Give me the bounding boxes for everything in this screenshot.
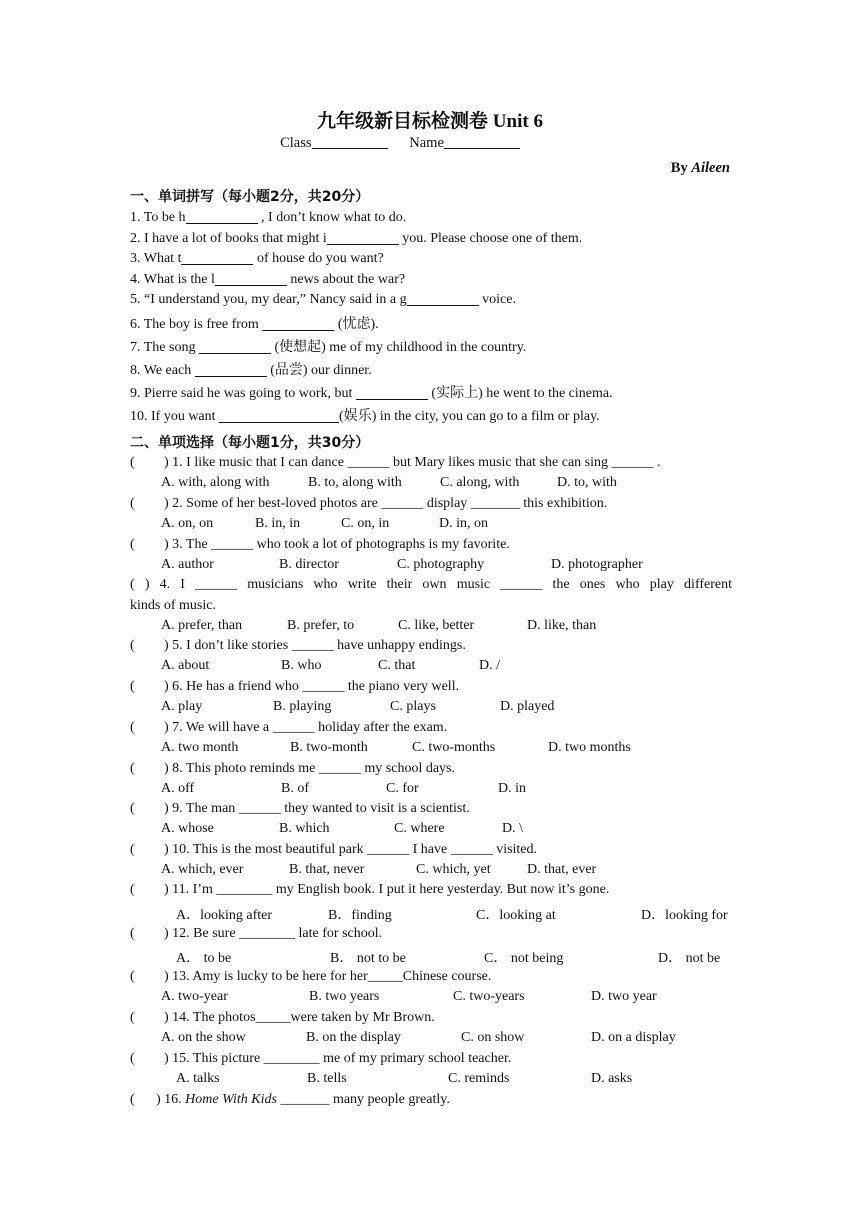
answer-paren[interactable]: ( (130, 638, 135, 653)
option-c[interactable]: C. like, better (398, 618, 475, 633)
option-b[interactable]: B. playing (273, 699, 332, 714)
option-b[interactable]: B. who (281, 658, 322, 673)
spelling-item-4: 4. What is the l news about the war? (130, 272, 406, 287)
answer-paren[interactable]: ( (130, 720, 135, 735)
option-d[interactable]: D. in (498, 781, 526, 796)
spelling-item-9: 9. Pierre said he was going to work, but (实际上) he went to the cinema. (130, 386, 613, 401)
option-c[interactable]: C. on, in (341, 516, 390, 531)
answer-paren[interactable]: ( (130, 801, 135, 816)
question-7: ( ) 7. We will have a ______ holiday after the exam. (130, 720, 448, 735)
option-d[interactable]: D. / (479, 658, 500, 673)
answer-blank[interactable] (219, 408, 339, 423)
option-d[interactable]: D． not be (658, 951, 721, 966)
option-b[interactable]: B. in, in (255, 516, 301, 531)
option-d[interactable]: D. on a display (591, 1030, 676, 1045)
option-a[interactable]: A. play (161, 699, 203, 714)
answer-paren[interactable]: ( (130, 761, 135, 776)
question-10: ( ) 10. This is the most beautiful park ______ I have ______ visited. (130, 842, 538, 857)
name-blank[interactable] (444, 134, 520, 149)
option-a[interactable]: A. talks (176, 1071, 220, 1086)
question-15: ( ) 15. This picture ________ me of my primary school teacher. (130, 1051, 512, 1066)
option-d[interactable]: D．looking for (641, 908, 728, 923)
option-c[interactable]: C. reminds (448, 1071, 510, 1086)
option-d[interactable]: D. played (500, 699, 555, 714)
option-b[interactable]: B. two years (309, 989, 380, 1004)
author-name: Aileen (691, 160, 730, 176)
answer-blank[interactable] (215, 271, 287, 286)
option-c[interactable]: C．looking at (476, 908, 556, 923)
class-name-line (0, 134, 800, 152)
class-label: Class (280, 135, 312, 151)
spelling-item-1: 1. To be h , I don’t know what to do. (130, 210, 407, 225)
answer-blank[interactable] (407, 291, 479, 306)
option-a[interactable]: A． to be (176, 951, 232, 966)
option-c[interactable]: C. that (378, 658, 416, 673)
option-b[interactable]: B. director (279, 557, 339, 572)
question-2: ( ) 2. Some of her best-loved photos are ______ display _______ this exhibition. (130, 496, 608, 511)
option-d[interactable]: D. two months (548, 740, 631, 755)
question-4: ( ) 4. I ______ musicians who write their own music ______ the ones who play different (130, 577, 732, 592)
answer-paren[interactable]: ( (130, 969, 135, 984)
option-a[interactable]: A. prefer, than (161, 618, 243, 633)
option-d[interactable]: D. two year (591, 989, 657, 1004)
answer-paren[interactable]: ( (130, 926, 135, 941)
question-4-cont: kinds of music. (130, 598, 216, 613)
question-3: ( ) 3. The ______ who took a lot of photographs is my favorite. (130, 537, 510, 552)
by-label: By (670, 160, 688, 176)
option-d[interactable]: D. asks (591, 1071, 633, 1086)
question-14: ( ) 14. The photos_____were taken by Mr Brown. (130, 1010, 435, 1025)
spelling-item-2: 2. I have a lot of books that might i you. Please choose one of them. (130, 231, 583, 246)
option-c[interactable]: C. plays (390, 699, 436, 714)
section2-heading: 二、单项选择（每小题1分，共30分） (130, 435, 370, 451)
answer-blank[interactable] (262, 316, 334, 331)
option-a[interactable]: A．looking after (176, 908, 273, 923)
option-d[interactable]: D. that, ever (527, 862, 597, 877)
option-a[interactable]: A. about (161, 658, 210, 673)
answer-paren[interactable]: ( (130, 496, 135, 511)
answer-paren[interactable]: ( (130, 679, 135, 694)
spelling-item-8: 8. We each (品尝) our dinner. (130, 363, 372, 378)
answer-blank[interactable] (327, 230, 399, 245)
answer-blank[interactable] (195, 362, 267, 377)
page-title: 九年级新目标检测卷 Unit 6 (317, 111, 543, 132)
spelling-item-6: 6. The boy is free from (忧虑). (130, 317, 379, 332)
option-c[interactable]: C. for (386, 781, 419, 796)
question-1: ( ) 1. I like music that I can dance ______ but Mary likes music that she can sing ______ . (130, 455, 661, 470)
author-line (671, 160, 730, 177)
option-d[interactable]: D. photographer (551, 557, 643, 572)
option-d[interactable]: D. like, than (527, 618, 597, 633)
spelling-item-10: 10. If you want (娱乐) in the city, you can go to a film or play. (130, 409, 600, 424)
answer-blank[interactable] (181, 250, 253, 265)
option-a[interactable]: A. two month (161, 740, 239, 755)
question-8: ( ) 8. This photo reminds me ______ my school days. (130, 761, 455, 776)
option-c[interactable]: C. two-years (453, 989, 525, 1004)
answer-paren[interactable]: ( (130, 842, 135, 857)
option-a[interactable]: A. two-year (161, 989, 228, 1004)
answer-paren[interactable]: ( (130, 1051, 135, 1066)
option-d[interactable]: D. in, on (439, 516, 488, 531)
class-blank[interactable] (312, 134, 388, 149)
answer-paren[interactable]: ( (130, 455, 135, 470)
option-b[interactable]: B. which (279, 821, 330, 836)
option-b[interactable]: B. to, along with (308, 475, 402, 490)
option-c[interactable]: C. which, yet (416, 862, 491, 877)
option-b[interactable]: B. of (281, 781, 309, 796)
option-c[interactable]: C. where (394, 821, 445, 836)
option-a[interactable]: A. on the show (161, 1030, 246, 1045)
option-b[interactable]: B. on the display (306, 1030, 401, 1045)
question-9: ( ) 9. The man ______ they wanted to visit is a scientist. (130, 801, 470, 816)
spelling-item-5: 5. “I understand you, my dear,” Nancy said in a g voice. (130, 292, 516, 307)
name-label: Name (409, 135, 444, 151)
spelling-item-3: 3. What t of house do you want? (130, 251, 384, 266)
question-11: ( ) 11. I’m ________ my English book. I put it here yesterday. But now it’s gone. (130, 882, 610, 897)
option-b[interactable]: B. tells (307, 1071, 347, 1086)
spelling-item-7: 7. The song (使想起) me of my childhood in the country. (130, 340, 527, 355)
option-c[interactable]: C. two-months (412, 740, 496, 755)
option-a[interactable]: A. which, ever (161, 862, 244, 877)
option-a[interactable]: A. off (161, 781, 195, 796)
option-c[interactable]: C. along, with (440, 475, 520, 490)
question-13: ( ) 13. Amy is lucky to be here for her_____Chinese course. (130, 969, 492, 984)
option-b[interactable]: B. prefer, to (287, 618, 355, 633)
question-5: ( ) 5. I don’t like stories ______ have unhappy endings. (130, 638, 466, 653)
option-d[interactable]: D. \ (502, 821, 523, 836)
answer-paren[interactable]: ( (130, 1010, 135, 1025)
answer-paren[interactable]: ( (130, 537, 135, 552)
option-c[interactable]: C. photography (397, 557, 485, 572)
option-a[interactable]: A. with, along with (161, 475, 270, 490)
option-b[interactable]: B．finding (328, 908, 392, 923)
answer-blank[interactable] (186, 209, 258, 224)
option-b[interactable]: B. that, never (289, 862, 365, 877)
option-a[interactable]: A. author (161, 557, 214, 572)
option-a[interactable]: A. whose (161, 821, 214, 836)
answer-paren[interactable]: ( (130, 1092, 135, 1107)
option-d[interactable]: D. to, with (557, 475, 617, 490)
option-b[interactable]: B． not to be (330, 951, 406, 966)
answer-blank[interactable] (356, 385, 428, 400)
question-12: ( ) 12. Be sure ________ late for school. (130, 926, 383, 941)
section1-heading: 一、单词拼写（每小题2分，共20分） (130, 189, 370, 205)
answer-blank[interactable] (199, 339, 271, 354)
option-c[interactable]: C. on show (461, 1030, 525, 1045)
option-b[interactable]: B. two-month (290, 740, 368, 755)
question-6: ( ) 6. He has a friend who ______ the piano very well. (130, 679, 460, 694)
answer-paren[interactable]: ( (130, 882, 135, 897)
question-16: ( ) 16. Home With Kids _______ many people greatly. (130, 1092, 450, 1107)
option-c[interactable]: C． not being (484, 951, 564, 966)
show-title: Home With Kids (185, 1092, 277, 1107)
option-a[interactable]: A. on, on (161, 516, 214, 531)
